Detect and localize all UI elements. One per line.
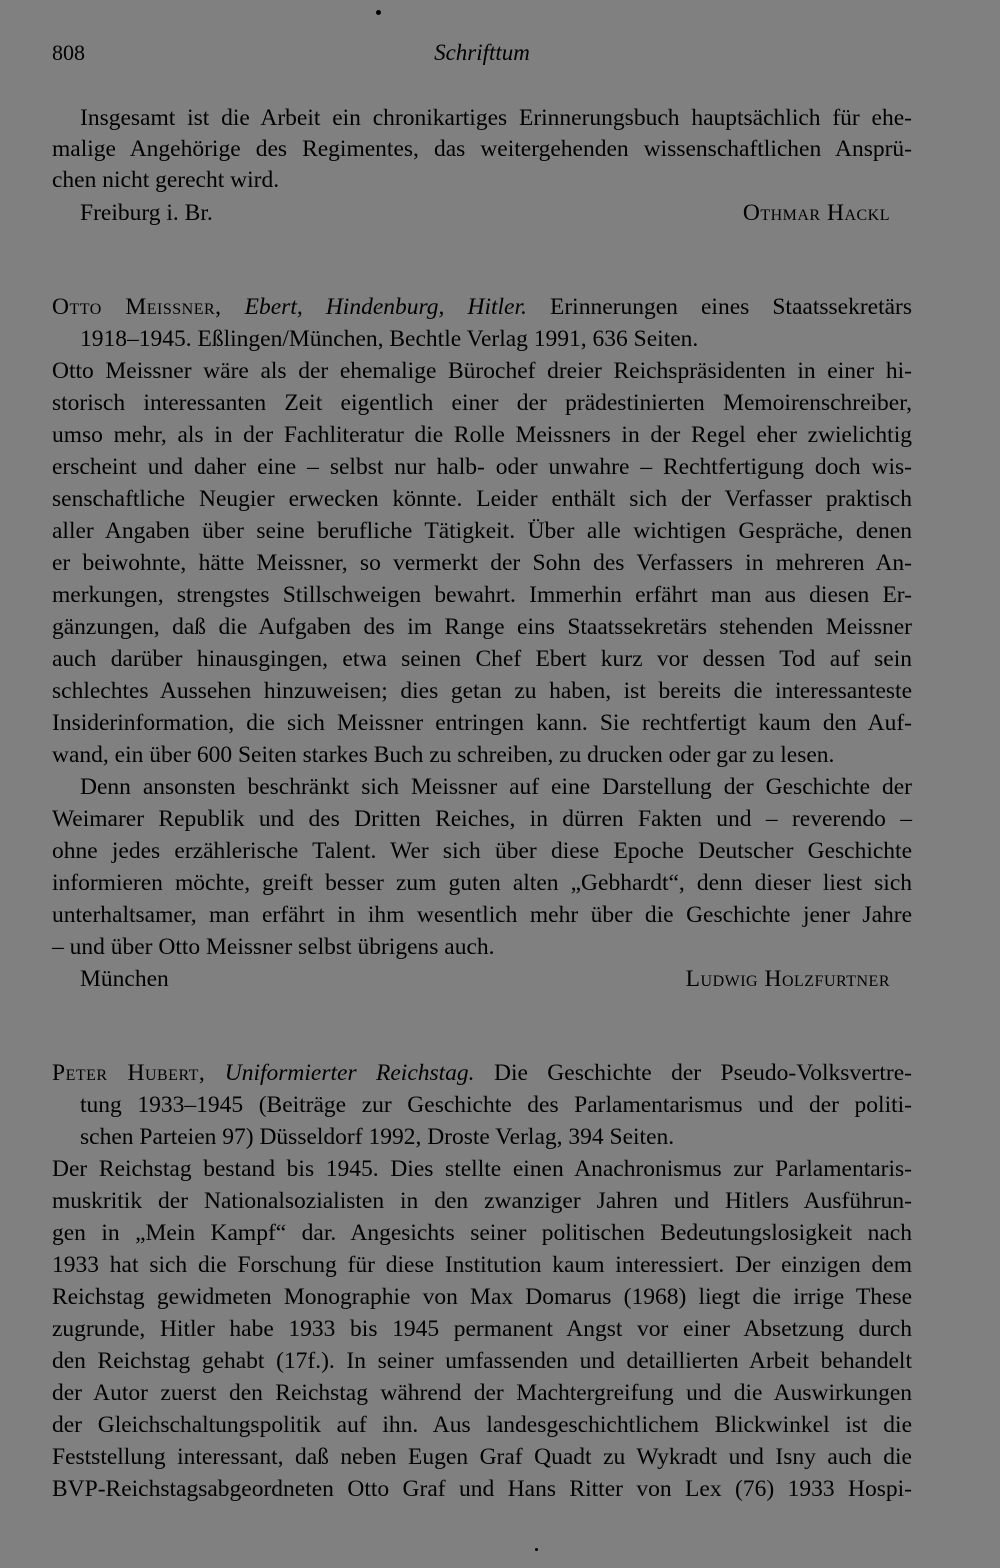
paragraph-line: Insgesamt ist die Arbeit ein chronikartiges Erinnerungsbuch hauptsächlich für ehe- <box>80 105 912 131</box>
bibliographic-heading-line: tung 1933–1945 (Beiträge zur Geschichte des Parlamentarismus und der politi- <box>80 1092 912 1118</box>
paragraph-line: aller Angaben über seine berufliche Tätigkeit. Über alle wichtigen Gespräche, denen <box>52 518 912 544</box>
paragraph-line: wand, ein über 600 Seiten starkes Buch zu schreiben, zu drucken oder gar zu lesen. <box>52 742 835 768</box>
reviewer-name: Othmar Hackl <box>742 200 890 226</box>
bibliographic-heading-line: schen Parteien 97) Düsseldorf 1992, Droste Verlag, 394 Seiten. <box>80 1124 675 1150</box>
paragraph-line: umso mehr, als in der Fachliteratur die Rolle Meissners in der Regel eher zwielichtig <box>52 422 912 448</box>
book-subtitle: Erinnerungen eines Staatssekretärs <box>550 294 913 320</box>
paragraph-line: Feststellung interessant, daß neben Eugen Graf Quadt zu Wykradt und Isny auch die <box>52 1444 912 1470</box>
paragraph-line: – und über Otto Meissner selbst übrigens auch. <box>52 934 495 960</box>
paragraph-line: unterhaltsamer, man erfährt in ihm wesentlich mehr über die Geschichte jener Jahre <box>52 902 912 928</box>
bibliographic-heading <box>52 292 912 322</box>
paragraph-line: schlechtes Aussehen hinzuweisen; dies getan zu haben, ist bereits die interessanteste <box>52 678 912 704</box>
book-subtitle: Die Geschichte der Pseudo-Volksvertre- <box>493 1060 912 1086</box>
paragraph-line: Weimarer Republik und des Dritten Reiches, in dürren Fakten und – reverendo – <box>52 806 912 832</box>
bibliographic-heading-line: 1918–1945. Eßlingen/München, Bechtle Verlag 1991, 636 Seiten. <box>80 326 699 352</box>
reviewer-name: Ludwig Holzfurtner <box>685 966 890 992</box>
section-title: Schrifttum <box>434 40 530 65</box>
paragraph-line: er beiwohnte, hätte Meissner, so vermerkt der Sohn des Verfassers in mehreren An- <box>52 550 912 576</box>
paragraph-line: Der Reichstag bestand bis 1945. Dies stellte einen Anachronismus zur Parlamentaris- <box>52 1156 912 1182</box>
top-speck <box>376 10 381 15</box>
paragraph-line: Reichstag gewidmeten Monographie von Max Domarus (1968) liegt die irrige These <box>52 1284 912 1310</box>
bottom-speck <box>535 1548 538 1551</box>
paragraph-line: ohne jedes erzählerische Talent. Wer sich über diese Epoche Deutscher Geschichte <box>52 838 912 864</box>
paragraph-line: senschaftliche Neugier erwecken könnte. Leider enthält sich der Verfasser praktisch <box>52 486 912 512</box>
paragraph-line: Insiderinformation, die sich Meissner entringen kann. Sie rechtfertigt kaum den Auf- <box>52 710 912 736</box>
paragraph-line: storisch interessanten Zeit eigentlich einer der prädestinierten Memoirenschreiber, <box>52 390 912 416</box>
running-head <box>52 40 912 72</box>
paragraph-line: gänzungen, daß die Aufgaben des im Range eins Staatssekretärs stehenden Meissner <box>52 614 912 640</box>
paragraph-line: auch darüber hinausgingen, etwa seinen Chef Ebert kurz vor dessen Tod auf sein <box>52 646 912 672</box>
paragraph-line: muskritik der Nationalsozialisten in den zwanziger Jahren und Hitlers Ausführun- <box>52 1188 912 1214</box>
paragraph-line: informieren möchte, greift besser zum guten alten „Gebhardt“, denn dieser liest sich <box>52 870 912 896</box>
book-author: Otto Meissner, <box>52 294 222 320</box>
review-place: Freiburg i. Br. <box>80 200 213 226</box>
book-author: Peter Hubert, <box>52 1060 206 1086</box>
paragraph-line: erscheint und daher eine – selbst nur halb- oder unwahre – Rechtfertigung doch wis- <box>52 454 912 480</box>
paragraph-line: Otto Meissner wäre als der ehemalige Bürochef dreier Reichspräsidenten in einer hi- <box>52 358 912 384</box>
bibliographic-heading <box>52 1058 912 1088</box>
paragraph-line: chen nicht gerecht wird. <box>52 167 280 193</box>
paragraph-line: den Reichstag gehabt (17f.). In seiner umfassenden und detaillierten Arbeit behandelt <box>52 1348 912 1374</box>
paragraph-line: der Autor zuerst den Reichstag während der Machtergreifung und die Auswirkungen <box>52 1380 912 1406</box>
paragraph-line: BVP-Reichstagsabgeordneten Otto Graf und Hans Ritter von Lex (76) 1933 Hospi- <box>52 1476 912 1502</box>
paragraph-line: gen in „Mein Kampf“ dar. Angesichts seiner politischen Bedeutungslosigkeit nach <box>52 1220 912 1246</box>
paragraph-line: malige Angehörige des Regimentes, das weitergehenden wissenschaftlichen Ansprü- <box>52 136 912 162</box>
paragraph-line: Denn ansonsten beschränkt sich Meissner auf eine Darstellung der Geschichte der <box>80 774 912 800</box>
review-place: München <box>80 966 169 992</box>
book-title: Uniformierter Reichstag. <box>224 1060 475 1086</box>
book-title: Ebert, Hindenburg, Hitler. <box>244 294 527 320</box>
paragraph-line: 1933 hat sich die Forschung für diese Institution kaum interessiert. Der einzigen dem <box>52 1252 912 1278</box>
paragraph-line: zugrunde, Hitler habe 1933 bis 1945 permanent Angst vor einer Absetzung durch <box>52 1316 912 1342</box>
page-number: 808 <box>52 40 85 65</box>
paragraph-line: der Gleichschaltungspolitik auf ihn. Aus landesgeschichtlichem Blickwinkel ist die <box>52 1412 912 1438</box>
paragraph-line: merkungen, strengstes Stillschweigen bewahrt. Immerhin erfährt man aus diesen Er- <box>52 582 912 608</box>
